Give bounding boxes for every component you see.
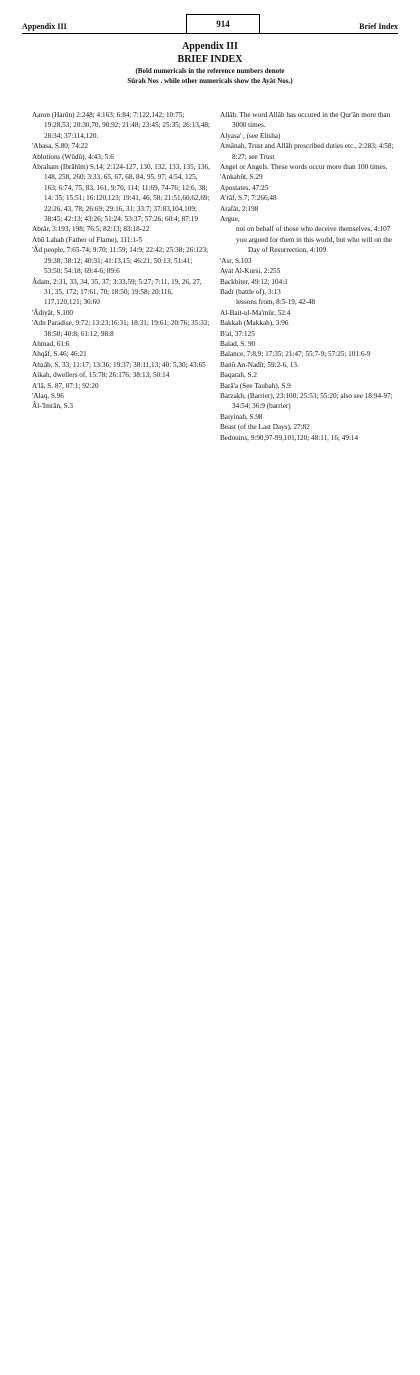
index-entry: Bedouins, 9:90,97-99,101,120; 48:11, 16; 49:14: [220, 433, 359, 442]
index-entry: Ahmad, 61:6: [32, 339, 70, 348]
index-entry: 'Alaq, S.96: [32, 391, 64, 400]
index-entry: Ablutions (Wûdû), 4:43; 5:6: [32, 152, 114, 161]
index-entry: Ayat Al-Kursi, 2:255: [220, 267, 281, 276]
index-entry: 'Asr, S.103: [220, 256, 252, 265]
title-block: [0, 40, 420, 86]
index-entry: 'Ankabût, S.29: [220, 173, 263, 182]
index-entry: 'Adn Paradise, 9:72; 13:23;16:31; 18:31; 19:61; 20:76; 35:33; 38:50; 40:8; 61:12; 98:8: [32, 319, 210, 338]
index-entry: Beast (of the Last Days), 27:82: [220, 423, 310, 432]
header-section-name: Brief Index: [359, 22, 398, 31]
index-entry: Al-Bait-ul-Ma'mûr, 52:4: [220, 308, 291, 317]
index-entry: Amânah, Trust and Allâh prescribed duties etc., 2:283; 4:58; 8:27; see Trust: [220, 142, 394, 161]
index-entry: Banû An-Nadîr, 59:2-6, 13.: [220, 360, 299, 369]
index-entry: Abraham (Ibrâhîm) S.14; 2:124-127, 130, 132, 133, 135, 136, 148, 258, 260; 3:33, 65, 67, 68, 84, 95, 97; 4:54, 125, 163; 6:74, 75, 83, 161, 9:70, 114; 11:69, 74-76; 12:6, 38; 14: 35; 15:51; 16:120,123; 19:41, 46, 58; 21:51,60,62,69; 22:26, 43, 78; 26:69; 29:16, 31; 33:7; 37:83,104,109; 38:45; 42:13; 43:26; 51:24; 53:37; 57:26; 60:4; 87:19: [32, 163, 210, 224]
index-entry: Baqarah, S.2: [220, 371, 257, 380]
index-entry: Barâ'a (See Taubah), S.9: [220, 381, 291, 390]
index-entry: A'râf, S.7; 7:266,48: [220, 194, 277, 203]
page-number: 914: [186, 14, 260, 34]
index-subentry: not on behalf of those who deceive themselves, 4:107: [236, 225, 391, 234]
index-entry: Barzakh, (Barrier), 23:100; 25:53; 55:20; also see 18:94-97; 34:54; 36:9 (barrier): [220, 391, 393, 411]
index-entry: Baiyinah, S.98: [220, 412, 263, 421]
index-entry: Badr (battle of), 3:13: [220, 287, 281, 296]
right-column: [220, 110, 398, 443]
index-entry: 'Âd people, 7:65-74; 9:70; 11:59; 14:9; 22:42; 25:38; 26:123; 29:38; 38:12; 40:31; 41:13,15; 46:21; 50:13; 51:41; 53:50; 54:18; 69:4-6; 89:6: [32, 246, 209, 276]
index-entry: Balad, S. 90: [220, 339, 256, 348]
index-subentry: lessons from, 8:5-19, 42-48: [236, 298, 316, 307]
index-entry: Allâh. The word Allâh has occured in the Qur'ân more than 3000 times.: [220, 111, 391, 130]
index-entry: B'al, 37:125: [220, 329, 255, 338]
index-entry: Backbiter, 49:12; 104:1: [220, 277, 288, 286]
index-entry: Abrâr, 3:193, 198; 76:5; 82:13; 83:18-22: [32, 225, 150, 234]
left-column: [32, 110, 210, 412]
index-entry: 'Âdiyât, S.100: [32, 308, 74, 317]
appendix-title: Appendix III: [182, 41, 238, 52]
index-entry: 'Abasa, S.80; 74:22: [32, 142, 88, 151]
index-entry: Ahzâb, S. 33; 11:17; 13:36; 19:37; 38:11,13; 40: 5,30; 43:65: [32, 360, 206, 369]
index-entry: Angel or Angels. These words occur more than 100 times.: [220, 163, 388, 172]
index-entry: Alyasa' , (see Elisha): [220, 131, 281, 140]
index-note-line-2: Sûrah Nos . while other numericals show the Ayât Nos.): [127, 77, 293, 85]
index-entry: Abû Lahab (Father of Flame), 111:1-5: [32, 235, 143, 244]
index-entry: Balance, 7:8,9; 17:35; 21:47; 55:7-9; 57:25; 101:6-9: [220, 350, 371, 359]
index-entry: Âdam, 2:31, 33, 34, 35, 37; 3:33,59; 5:27; 7:11, 19, 26, 27, 31, 35, 172; 17:61, 70; 18:50; 19:58; 20:116, 117,120,121; 36:60: [32, 277, 202, 307]
index-entry: Aaron (Harûn) 2:248; 4:163; 6:84; 7:122,142; 10:75; 19:28,53; 20:30,70, 90,92; 21:48; 23:45; 25:35; 26:13,48; 28:34; 37:114,120.: [32, 111, 210, 140]
index-entry: A'lâ, S. 87, 87:1; 92:20: [32, 381, 99, 390]
index-entry: Bakkah (Makkah), 3:96: [220, 319, 289, 328]
header-section-title: Appendix III: [22, 22, 67, 31]
index-subentry: you argued for them in this world, but who will on the Day of Resurrection, 4:109: [236, 235, 392, 255]
header-rule: [22, 33, 398, 34]
index-entry: Arafât, 2:198: [220, 204, 259, 213]
page-header: [22, 14, 398, 36]
index-entry: Aikah, dwellers of, 15:78; 26:176; 38:13; 50:14: [32, 371, 170, 380]
index-entry: Apostates, 47:25: [220, 183, 269, 192]
index-entry: Ahqâf, S.46; 46:21: [32, 350, 87, 359]
index-entry: Âl-'Imrân, S.3: [32, 402, 74, 411]
index-title: BRIEF INDEX: [177, 54, 243, 65]
index-note-line-1: (Bold numericals in the reference numbers denote: [135, 67, 285, 75]
index-entry: Argue,: [220, 215, 240, 224]
